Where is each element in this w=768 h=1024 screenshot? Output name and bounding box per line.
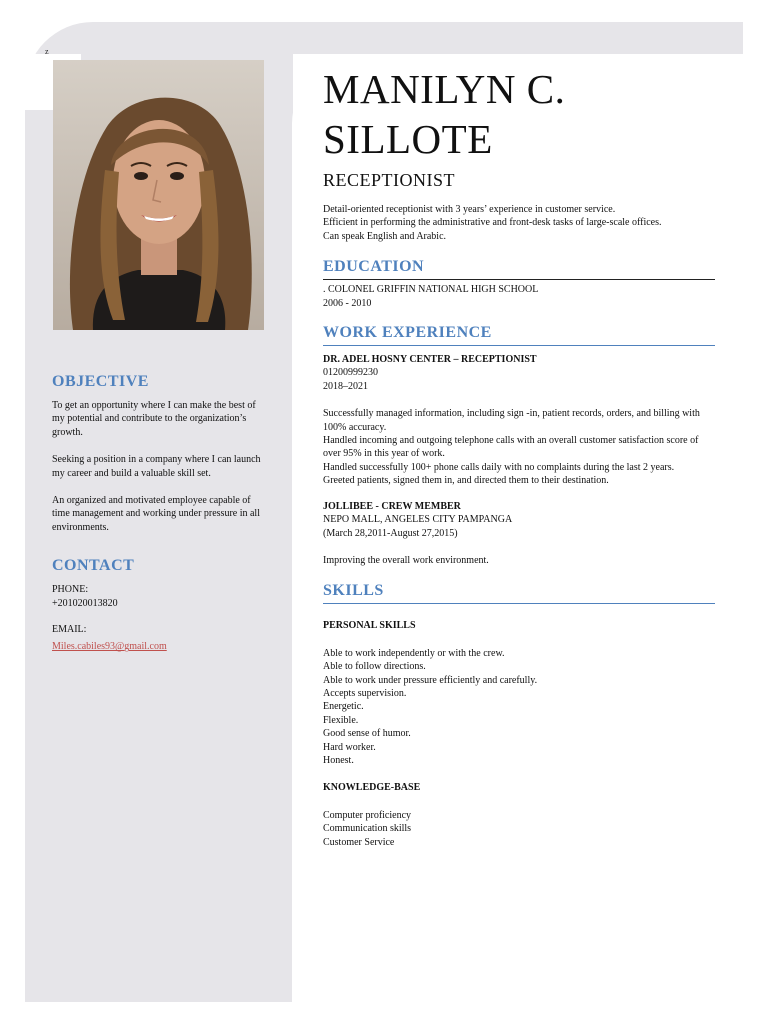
objective-paragraph: Seeking a position in a company where I can launch my career and build a valuable skill set. xyxy=(52,454,261,479)
job2-place: NEPO MALL, ANGELES CITY PAMPANGA xyxy=(323,514,513,526)
email-link[interactable]: Miles.cabiles93@gmail.com xyxy=(52,641,167,653)
corner-mark: z xyxy=(45,47,49,56)
skills-heading: SKILLS xyxy=(323,581,715,604)
job1-duty: Handled successfully 100+ phone calls daily with no complaints during the last 2 years. xyxy=(323,461,675,473)
job1-years: 2018–2021 xyxy=(323,380,368,392)
job1-duty: Greeted patients, signed them in, and directed them to their destination. xyxy=(323,475,609,487)
phone-label: PHONE: xyxy=(52,584,89,596)
personal-skill-item: Good sense of humor. xyxy=(323,728,411,740)
personal-skill-item: Energetic. xyxy=(323,701,364,713)
job1-duty: Successfully managed information, including sign -in, patient records, orders, and billing with 100% accuracy. xyxy=(323,408,700,433)
personal-skill-item: Able to follow directions. xyxy=(323,661,426,673)
personal-skills-heading: PERSONAL SKILLS xyxy=(323,620,416,632)
education-heading: EDUCATION xyxy=(323,257,715,280)
summary-line: Can speak English and Arabic. xyxy=(323,230,447,242)
job-title: RECEPTIONIST xyxy=(323,170,455,190)
knowledge-base-heading: KNOWLEDGE-BASE xyxy=(323,782,421,794)
personal-skill-item: Accepts supervision. xyxy=(323,687,407,699)
candidate-name-line1: MANILYN C. xyxy=(323,66,566,112)
phone-value: +201020013820 xyxy=(52,597,118,609)
job2-dates: (March 28,2011-August 27,2015) xyxy=(323,527,458,539)
work-experience-heading: WORK EXPERIENCE xyxy=(323,323,715,346)
summary-line: Efficient in performing the administrative and front-desk tasks of large-scale offices. xyxy=(323,217,662,229)
objective-paragraph: To get an opportunity where I can make the best of my potential and contribute to the organization’s growth. xyxy=(52,400,256,438)
candidate-name-line2: SILLOTE xyxy=(323,116,493,162)
knowledge-item: Communication skills xyxy=(323,823,412,835)
top-decor-band xyxy=(255,22,743,54)
personal-skill-item: Able to work under pressure efficiently and carefully. xyxy=(323,674,538,686)
email-label: EMAIL: xyxy=(52,624,87,636)
main-column xyxy=(323,64,715,849)
school-name: . COLONEL GRIFFIN NATIONAL HIGH SCHOOL xyxy=(323,284,539,296)
personal-skill-item: Able to work independently or with the crew. xyxy=(323,647,505,659)
job2-duty: Improving the overall work environment. xyxy=(323,554,489,566)
knowledge-item: Customer Service xyxy=(323,836,395,848)
sidebar-content xyxy=(52,372,267,654)
profile-photo xyxy=(53,60,264,330)
contact-heading: CONTACT xyxy=(52,557,135,575)
objective-paragraph: An organized and motivated employee capable of time management and working under pressure in all environments. xyxy=(52,495,260,533)
personal-skill-item: Honest. xyxy=(323,754,354,766)
summary-line: Detail-oriented receptionist with 3 years’ experience in customer service. xyxy=(323,204,616,215)
knowledge-item: Computer proficiency xyxy=(323,809,412,821)
personal-skill-item: Flexible. xyxy=(323,714,359,726)
job1-title: DR. ADEL HOSNY CENTER – RECEPTIONIST xyxy=(323,354,537,366)
school-years: 2006 - 2010 xyxy=(323,297,372,309)
job1-duty: Handled incoming and outgoing telephone calls with an overall customer satisfaction score of over 95% in this year of work. xyxy=(323,435,699,460)
objective-heading: OBJECTIVE xyxy=(52,373,149,390)
personal-skill-item: Hard worker. xyxy=(323,741,376,753)
job1-phone: 01200999230 xyxy=(323,367,378,379)
job2-title: JOLLIBEE - CREW MEMBER xyxy=(323,500,461,512)
